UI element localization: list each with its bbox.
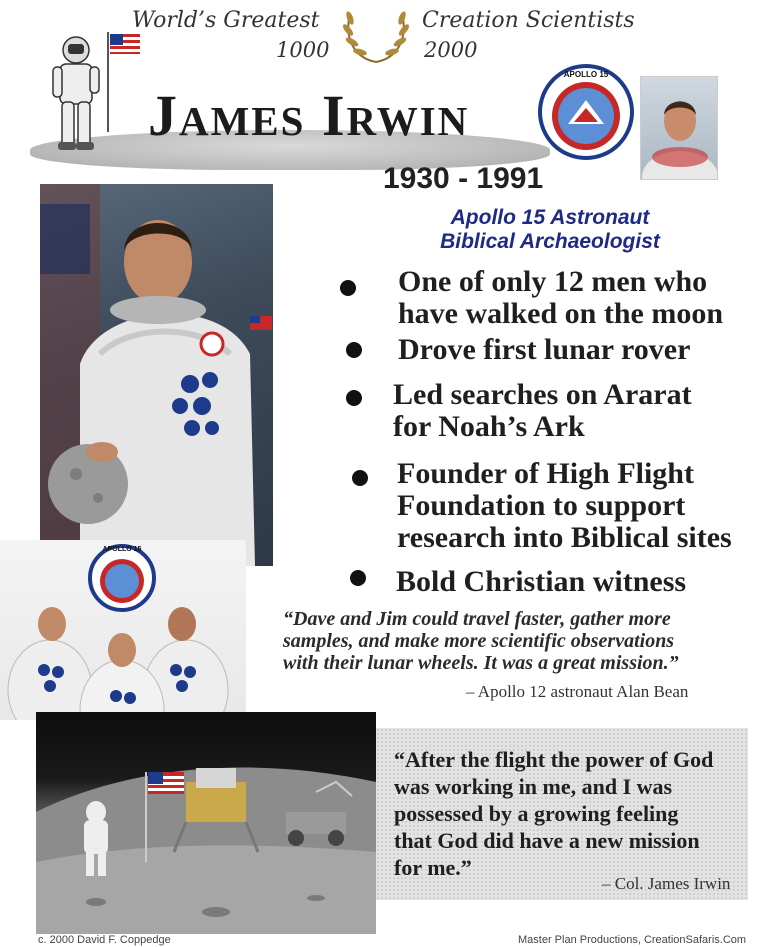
bullet-1-line-2: have walked on the moon [398, 297, 724, 330]
subtitle-line-2: Biblical Archaeologist [440, 230, 660, 253]
bullet-5-line-1: Bold Christian witness [396, 565, 687, 598]
portrait-photo [640, 76, 718, 180]
astronaut-flag-icon [48, 22, 140, 172]
header-year-right: 2000 [424, 38, 478, 62]
bullet-3-line-2: for Noah’s Ark [393, 410, 585, 443]
life-dates: 1930 - 1991 [383, 162, 544, 195]
bullet-dot [346, 390, 362, 406]
main-astronaut-photo [40, 184, 273, 566]
irwin-quote-box [376, 728, 748, 900]
bean-quote-line-2: samples, and make more scientific observations [283, 630, 675, 652]
bullet-dot [350, 570, 366, 586]
bullet-item-3 [393, 379, 692, 443]
bullet-item-4 [397, 458, 732, 554]
irwin-quote-line-4: that God did have a new mission [394, 828, 700, 853]
crew-patch-label: APOLLO 15 [102, 546, 142, 553]
header-year-left: 1000 [276, 38, 330, 62]
bullet-dot [340, 280, 356, 296]
bullet-item-1 [398, 266, 723, 330]
page-title: James Irwin [148, 83, 470, 148]
bean-quote-line-3: with their lunar wheels. It was a great mission.” [283, 652, 679, 674]
bean-quote [283, 608, 753, 674]
bullet-2-line-1: Drove first lunar rover [398, 333, 691, 366]
header-right-script: Creation Scientists [422, 8, 635, 33]
mission-patch [538, 64, 634, 160]
bullet-4-line-1: Founder of High Flight [397, 457, 694, 490]
irwin-quote [394, 746, 744, 881]
footer-copyright: c. 2000 David F. Coppedge [38, 934, 171, 946]
bean-quote-line-1: “Dave and Jim could travel faster, gather more [283, 608, 671, 630]
bullet-dot [352, 470, 368, 486]
astronaut-portrait-icon [40, 184, 273, 566]
crew-photo [0, 540, 246, 720]
irwin-quote-line-1: “After the flight the power of God [394, 747, 714, 772]
bullet-3-line-1: Led searches on Ararat [393, 378, 692, 411]
portrait-figure-icon [641, 77, 718, 180]
header-left-script: World’s Greatest [132, 8, 320, 33]
irwin-quote-attribution: – Col. James Irwin [602, 874, 731, 893]
bullet-1-line-1: One of only 12 men who [398, 265, 708, 298]
bullet-item-5 [396, 566, 686, 598]
irwin-quote-line-5: for me.” [394, 855, 472, 880]
bean-quote-attribution: – Apollo 12 astronaut Alan Bean [466, 682, 689, 701]
lunar-surface-photo [36, 712, 376, 934]
lunar-scene-icon [36, 712, 376, 934]
laurel-wreath-icon [336, 4, 416, 68]
subtitle [400, 206, 700, 254]
irwin-quote-line-2: was working in me, and I was [394, 774, 673, 799]
footer-publisher: Master Plan Productions, CreationSafaris.Com [518, 934, 747, 946]
mission-patch-label: APOLLO 15 [563, 70, 609, 79]
crew-figures-icon [0, 540, 246, 720]
irwin-quote-line-3: possessed by a growing feeling [394, 801, 679, 826]
bullet-4-line-3: research into Biblical sites [397, 521, 732, 554]
subtitle-line-1: Apollo 15 Astronaut [450, 206, 650, 229]
bullet-item-2 [398, 334, 690, 366]
bullet-dot [346, 342, 362, 358]
bullet-4-line-2: Foundation to support [397, 489, 686, 522]
